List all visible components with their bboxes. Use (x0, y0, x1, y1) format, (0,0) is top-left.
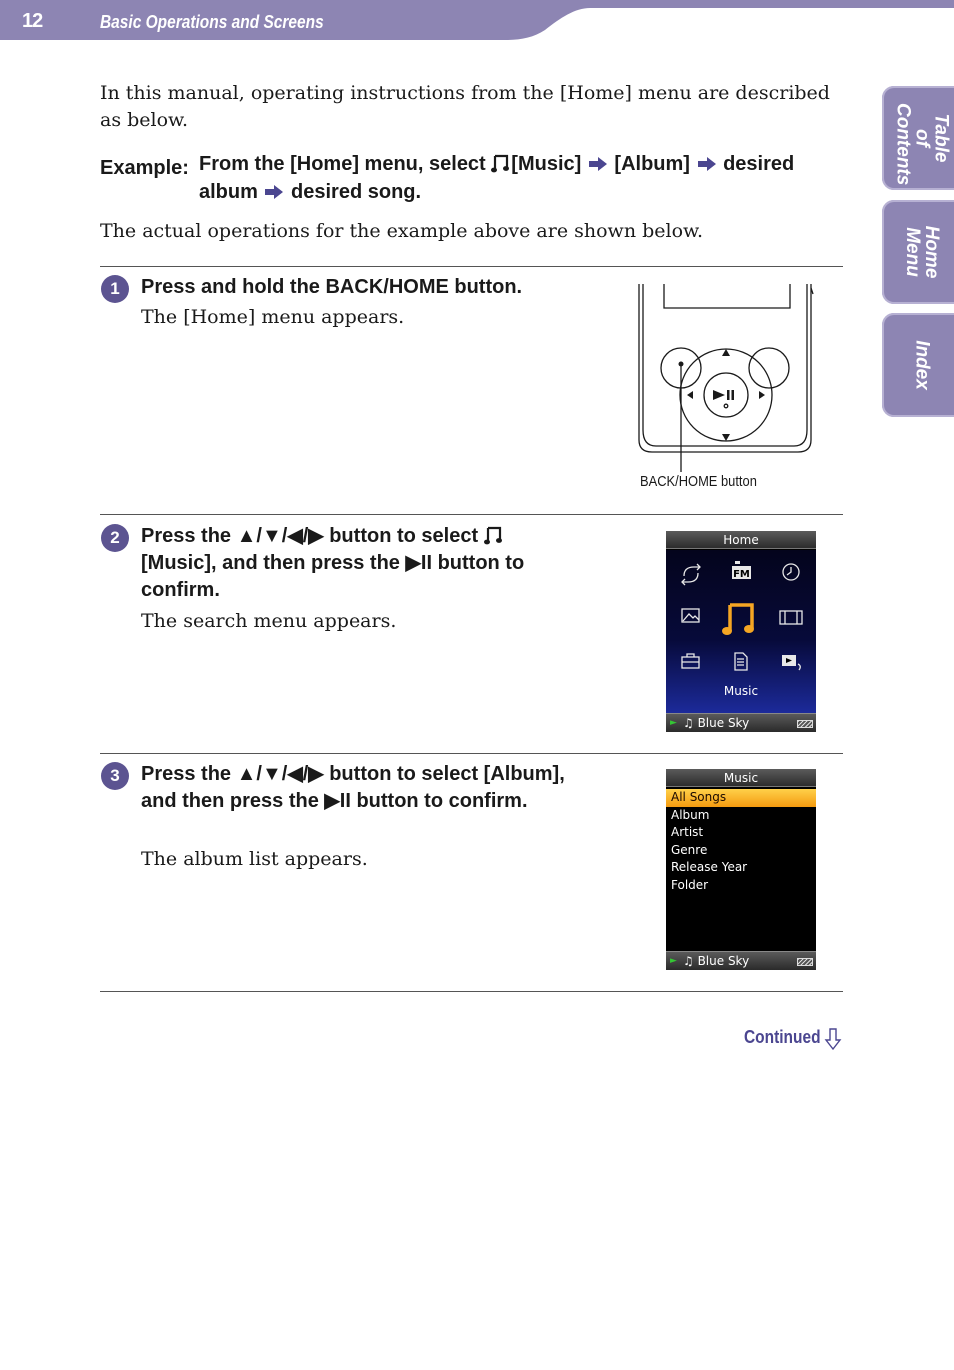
divider (100, 266, 843, 267)
step-3-heading-part: button to confirm. (356, 790, 528, 812)
play-pause-symbol: ▶II (405, 552, 432, 574)
example-text-part: [Music] (511, 153, 582, 175)
step-2-badge: 2 (101, 524, 129, 552)
selected-item-label: Music (723, 684, 759, 698)
battery-icon (797, 720, 813, 728)
direction-keys: ▲/▼/◀/▶ (236, 525, 324, 547)
menu-item-genre[interactable]: Genre (671, 842, 708, 857)
step-3-description: The album list appears. (141, 848, 368, 870)
section-title: Basic Operations and Screens (100, 12, 324, 32)
step-3-heading-part: [Album], and then press the (141, 763, 565, 812)
step-1-description: The [Home] menu appears. (141, 306, 405, 328)
example-text-part: From the [Home] menu, select (199, 153, 486, 175)
step-2-heading-part: Press the (141, 525, 232, 547)
step-2-heading (141, 523, 571, 604)
actual-operations-text: The actual operations for the example above are shown below. (100, 220, 704, 242)
example-text-part: desired album (199, 153, 795, 203)
step-1-heading: Press and hold the BACK/HOME button. (141, 276, 523, 298)
screen-title: Music (666, 769, 816, 787)
fm-text: FM (733, 569, 750, 580)
tab-table-of-contents[interactable] (882, 86, 954, 190)
status-bar (666, 951, 816, 970)
arrow-down-icon (824, 1027, 842, 1051)
music-menu-list (666, 789, 816, 895)
tab-home-label: Home Menu (902, 225, 942, 279)
example-label: Example: (100, 157, 189, 179)
play-pause-symbol: ▶II (324, 790, 351, 812)
menu-item-all-songs[interactable]: All Songs (666, 789, 816, 807)
status-bar (666, 713, 816, 732)
player-device-illustration (630, 280, 830, 500)
page-number: 12 (22, 10, 43, 32)
menu-item-artist[interactable]: Artist (671, 825, 704, 840)
step-2-heading-part: button to select (329, 525, 479, 547)
arrow-right-icon (265, 185, 283, 199)
back-home-button-caption: BACK/HOME button (640, 473, 757, 490)
play-indicator-icon: ► (670, 956, 677, 966)
step-2-heading-part: [Music], and then press the (141, 552, 400, 574)
music-note-icon (484, 525, 502, 545)
music-note-selected-icon (722, 605, 754, 635)
menu-item-album[interactable]: Album (671, 807, 710, 822)
tab-index[interactable] (882, 313, 954, 417)
battery-icon (797, 958, 813, 966)
step-3-heading-part: Press the (141, 763, 232, 785)
example-text-part: [Album] (614, 153, 690, 175)
menu-item-folder[interactable]: Folder (671, 877, 709, 892)
example-text-part: desired song. (291, 181, 422, 203)
example-text (199, 150, 849, 206)
home-menu-screen (666, 531, 816, 732)
step-3-heading-part: button to select (329, 763, 479, 785)
intro-text: In this manual, operating instructions from the [Home] menu are described as below. (100, 82, 830, 131)
tab-home-menu[interactable] (882, 200, 954, 304)
tab-index-label: Index (911, 340, 933, 390)
home-icon-grid (666, 553, 816, 693)
divider (100, 753, 843, 754)
screen-title: Home (666, 531, 816, 549)
page-header (0, 0, 954, 40)
step-3-heading (141, 761, 571, 815)
menu-item-release-year[interactable]: Release Year (671, 860, 748, 875)
step-3-badge: 3 (101, 762, 129, 790)
now-playing-song: ♫ Blue Sky (683, 954, 750, 968)
play-indicator-icon: ► (670, 718, 677, 728)
tab-toc-label: Table of Contents (892, 103, 952, 186)
divider (100, 991, 843, 992)
step-2-heading-part: button to confirm. (141, 552, 525, 601)
step-1-badge: 1 (101, 275, 129, 303)
arrow-right-icon (589, 157, 607, 171)
now-playing-song: ♫ Blue Sky (683, 716, 750, 730)
divider (100, 514, 843, 515)
step-2-description: The search menu appears. (141, 610, 397, 632)
continued-link[interactable]: Continued (744, 1027, 821, 1047)
music-menu-screen (666, 769, 816, 970)
direction-keys: ▲/▼/◀/▶ (236, 763, 324, 785)
music-note-icon (491, 153, 509, 173)
arrow-right-icon (698, 157, 716, 171)
